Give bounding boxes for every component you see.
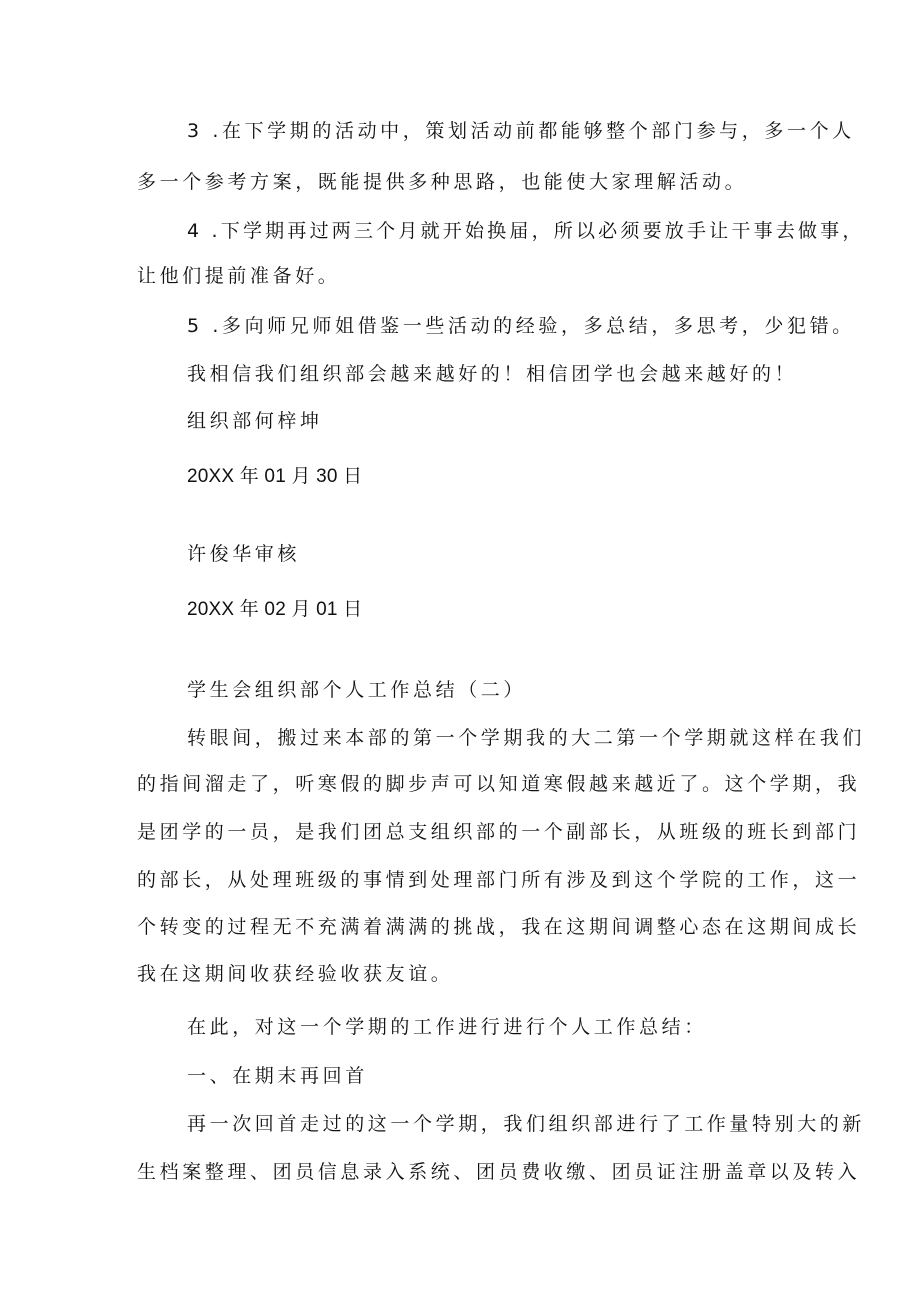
list-item-5: 5 .多向师兄师姐借鉴一些活动的经验，多总结，多思考，少犯错。	[187, 315, 855, 337]
closing-sentence: 我相信我们组织部会越来越好的！相信团学也会越来越好的！	[187, 363, 798, 385]
body-line-1: 再一次回首走过的这一个学期，我们组织部进行了工作量特别大的新	[187, 1113, 866, 1135]
intro-line-3: 是团学的一员，是我们团总支组织部的一个副部长，从班级的班长到部门	[137, 821, 861, 843]
summary-intro: 在此，对这一个学期的工作进行进行个人工作总结：	[187, 1016, 707, 1038]
list-item-4-line-1: 4 .下学期再过两三个月就开始换届，所以必须要放手让干事去做事，	[187, 220, 865, 242]
list-item-4-line-2: 让他们提前准备好。	[137, 265, 341, 287]
body-line-2: 生档案整理、团员信息录入系统、团员费收缴、团员证注册盖章以及转入	[137, 1161, 861, 1183]
intro-line-6: 我在这期间收获经验收获友谊。	[137, 963, 454, 985]
author-signature: 组织部何梓坤	[187, 410, 323, 432]
intro-line-5: 个转变的过程无不充满着满满的挑战，我在这期间调整心态在这期间成长	[137, 916, 861, 938]
review-date: 20XX 年 02 月 01 日	[187, 599, 363, 620]
intro-line-4: 的部长，从处理班级的事情到处理部门所有涉及到这个学院的工作，这一	[137, 869, 861, 891]
reviewer-signature: 许俊华审核	[187, 543, 301, 565]
section-title: 学生会组织部个人工作总结（二）	[187, 679, 527, 701]
heading-one: 一、在期末再回首	[187, 1065, 368, 1087]
author-date: 20XX 年 01 月 30 日	[187, 466, 363, 487]
list-item-3-line-1: 3 .在下学期的活动中，策划活动前都能够整个部门参与，多一个人	[187, 120, 855, 142]
intro-line-2: 的指间溜走了，听寒假的脚步声可以知道寒假越来越近了。这个学期，我	[137, 773, 861, 795]
intro-line-1: 转眼间，搬过来本部的第一个学期我的大二第一个学期就这样在我们	[187, 727, 866, 749]
list-item-3-line-2: 多一个参考方案，既能提供多种思路，也能使大家理解活动。	[137, 171, 748, 193]
